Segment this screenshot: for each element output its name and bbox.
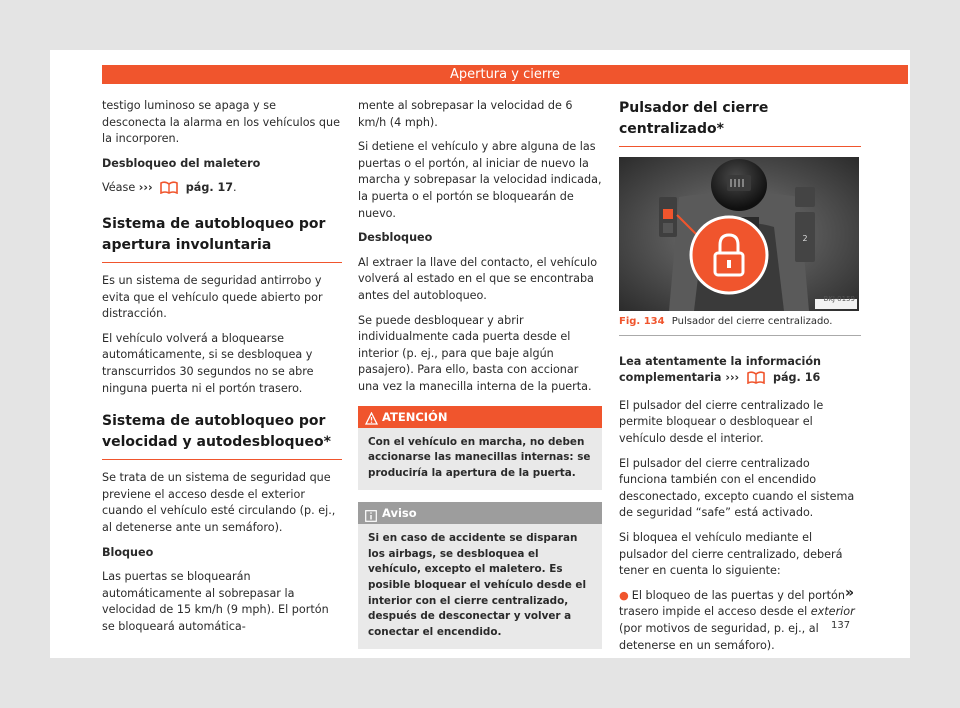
col2-paragraph-2: Si detiene el vehículo y abre alguna de las puertas o el portón, al iniciar de nuevo la marcha y sobrepasar la velocidad indicada, la puerta o el portón se bloquearán de nuevo. <box>358 140 602 220</box>
warning-box <box>358 406 602 491</box>
section-title-pulsador: Pulsador del cierre centralizado* <box>619 98 861 147</box>
info-icon <box>365 507 377 529</box>
note-box <box>358 502 602 649</box>
console-illustration <box>619 157 859 311</box>
bullet-item: ● El bloqueo de las puertas y del portón trasero impide el acceso desde el exterior (por motivos de seguridad, p. ej., al detenerse en un semáforo). <box>619 588 855 652</box>
column-3 <box>619 98 861 662</box>
sec1-paragraph-2: El vehículo volverá a bloquearse automáticamente, si se desbloquea y transcurridos 30 segundos no se abre ninguna puerta ni el portón trasero. <box>102 331 314 395</box>
ref-arrow: ››› <box>138 181 153 195</box>
warning-text: Con el vehículo en marcha, no deben accionarse las manecillas internas: se produciría la apertura de la puerta. <box>368 435 591 479</box>
col3-paragraph-3: Si bloquea el vehículo mediante el pulsador del cierre centralizado, deberá tener en cuenta lo siguiente: <box>619 530 843 578</box>
sec1-paragraph-1: Es un sistema de seguridad antirrobo y evita que el vehículo quede abierto por distracción. <box>102 273 323 321</box>
intro-paragraph: testigo luminoso se apaga y se desconecta la alarma en los vehículos que la incorporen. <box>102 99 341 146</box>
book-icon <box>746 371 766 390</box>
sec2-paragraph-1: Se trata de un sistema de seguridad que previene el acceso desde el exterior cuando el vehículo esté circulando (p. ej., al detenerse ante un semáforo). <box>102 471 336 534</box>
column-1 <box>102 98 342 643</box>
desbloqueo-paragraph-1: Al extraer la llave del contacto, el vehículo volverá al estado en el que se encontraba antes del autobloqueo. <box>358 255 598 302</box>
maletero-heading: Desbloqueo del maletero <box>102 156 261 170</box>
desbloqueo-heading: Desbloqueo <box>358 231 433 245</box>
warning-header: ATENCIÓN <box>358 406 602 428</box>
book-icon <box>159 181 179 200</box>
col3-paragraph-2: El pulsador del cierre centralizado funciona también con el encendido desconectado, excepto cuando el sistema de seguridad “safe” está activado. <box>619 456 855 520</box>
figure-label: Fig. 134 <box>619 316 665 327</box>
bloqueo-paragraph: Las puertas se bloquearán automáticamente al sobrepasar la velocidad de 15 km/h (9 mph). El portón se bloqueará automática- <box>102 570 329 633</box>
column-2 <box>358 98 602 649</box>
note-header: Aviso <box>358 502 602 524</box>
svg-text:2: 2 <box>802 234 808 243</box>
read-more-reference: Lea atentamente la información complementaria ››› pág. 16 <box>619 354 861 390</box>
continued-paragraph: mente al sobrepasar la velocidad de 6 km/h (4 mph). <box>358 99 573 129</box>
section-title-autobloqueo-apertura: Sistema de autobloqueo por apertura involuntaria <box>102 214 342 263</box>
see-reference: Véase ››› pág. 17. <box>102 180 342 200</box>
section-title-autobloqueo-velocidad: Sistema de autobloqueo por velocidad y autodesbloqueo* <box>102 411 342 460</box>
manual-page <box>50 50 910 658</box>
page-link[interactable]: pág. 16 <box>772 371 821 385</box>
figure-caption: Fig. 134 Pulsador del cierre centralizado. <box>619 314 861 336</box>
col3-paragraph-1: El pulsador del cierre centralizado le permite bloquear o desbloquear el vehículo desde el interior. <box>619 398 824 445</box>
lock-icon-callout <box>691 217 767 293</box>
chapter-header: Apertura y cierre <box>102 65 908 84</box>
figure-central-locking-button <box>619 157 859 311</box>
continue-arrow-icon: » <box>845 585 855 601</box>
bloqueo-heading: Bloqueo <box>102 545 154 559</box>
figure-code: BKJ-0159 <box>823 295 855 304</box>
page-number: 137 <box>831 620 851 631</box>
bullet-icon: ● <box>619 588 629 602</box>
desbloqueo-paragraph-2: Se puede desbloquear y abrir individualmente cada puerta desde el interior (p. ej., para que baje algún pasajero). Para ello, basta con accionar una vez la manecilla interna de la puerta. <box>358 313 592 393</box>
ref-arrow: ››› <box>725 371 740 385</box>
note-text: Si en caso de accidente se disparan los airbags, se desbloquea el vehículo, excepto el maletero. Es posible bloquear el vehículo desde el interior con el cierre centralizado, después de desconectar y volver a conectar el encendido. <box>368 532 587 638</box>
warning-icon <box>365 410 378 432</box>
page-link[interactable]: pág. 17 <box>185 181 234 195</box>
